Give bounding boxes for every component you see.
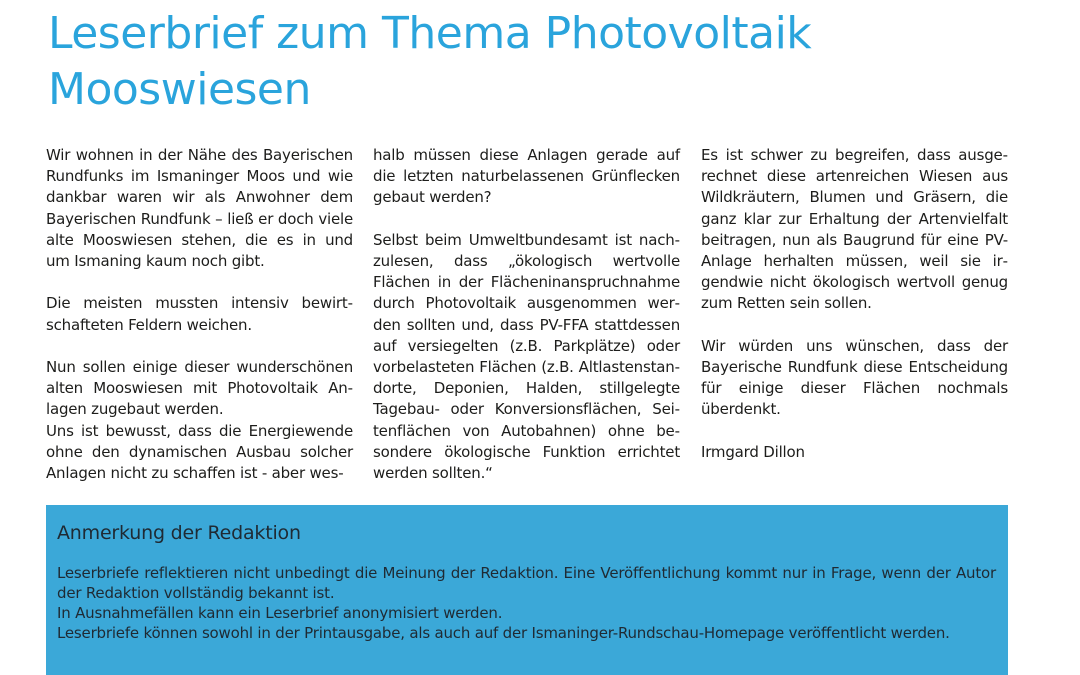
editor-note-body	[57, 563, 996, 643]
paragraph: Die meisten mussten intensiv bewirtschafteten Feldern weichen.	[46, 294, 353, 334]
article-title	[48, 6, 811, 118]
paragraph: Wir wohnen in der Nähe des Bayerischen Rundfunks im Ismaninger Moos und wie dankbar waren wir als Anwohner dem Bayerischen Rundfunk – ließ er doch viele alte Mooswiesen stehen, die es in und um Ismaning kaum noch gibt.	[46, 146, 353, 271]
paragraph: Selbst beim Umweltbundesamt ist nachzulesen, dass „ökologisch wertvolle Flächen in der Flächeninanspruchnahme durch Photovoltaik ausgenommen werden sollten und, dass PV-FFA stattdessen auf versiegelten (z.B. Parkplätze) oder vorbelasteten Flächen (z.B. Altlastenstandorte, Deponien, Halden, stillgelegte Tagebau- oder Konversionsflächen, Seitenflächen von Autobahnen) ohne besondere ökologische Funktion errichtet werden sollten.“	[373, 230, 680, 483]
editor-note-box	[46, 505, 1008, 675]
author-signature: Irmgard Dillon	[701, 442, 805, 461]
editor-note-line: Leserbriefe reflektieren nicht unbedingt die Meinung der Redaktion. Eine Veröffentlichung kommt nur in Frage, wenn der Autor der Redaktion vollständig bekannt ist.	[57, 564, 996, 602]
article-title-line-1: Leserbrief zum Thema Photovoltaik	[48, 8, 812, 59]
paragraph: Nun sollen einige dieser wunderschönen alten Mooswiesen mit Photovoltaik Anlagen zugebaut werden.	[46, 358, 353, 419]
article-column-3	[701, 145, 1008, 484]
editor-note-heading: Anmerkung der Redaktion	[57, 522, 301, 544]
article-title-line-2: Mooswiesen	[48, 64, 311, 115]
article-column-2	[373, 145, 680, 505]
paragraph: Uns ist bewusst, dass die Energiewende ohne den dynamischen Ausbau solcher Anlagen nicht zu schaffen ist - aber wes-	[46, 421, 353, 483]
editor-note-line: In Ausnahmefällen kann ein Leserbrief anonymisiert werden.	[57, 604, 503, 622]
editor-note-line: Leserbriefe können sowohl in der Printausgabe, als auch auf der Ismaninger-Rundschau-Homepage veröffentlicht werden.	[57, 624, 950, 642]
paragraph: Es ist schwer zu begreifen, dass ausgerechnet diese artenreichen Wiesen aus Wildkräutern, Blumen und Gräsern, die ganz klar zur Erhaltung der Artenvielfalt beitragen, nun als Baugrund für eine PV-Anlage herhalten müssen, weil sie irgendwie nicht ökologisch wertvoll genug zum Retten sein sollen.	[701, 146, 1008, 313]
paragraph: halb müssen diese Anlagen gerade auf die letzten naturbelassenen Grünflecken gebaut werden?	[373, 146, 680, 207]
article-column-1	[46, 145, 353, 505]
paragraph: Wir würden uns wünschen, dass der Bayerische Rundfunk diese Entscheidung für einige dieser Flächen nochmals überdenkt.	[701, 336, 1008, 419]
